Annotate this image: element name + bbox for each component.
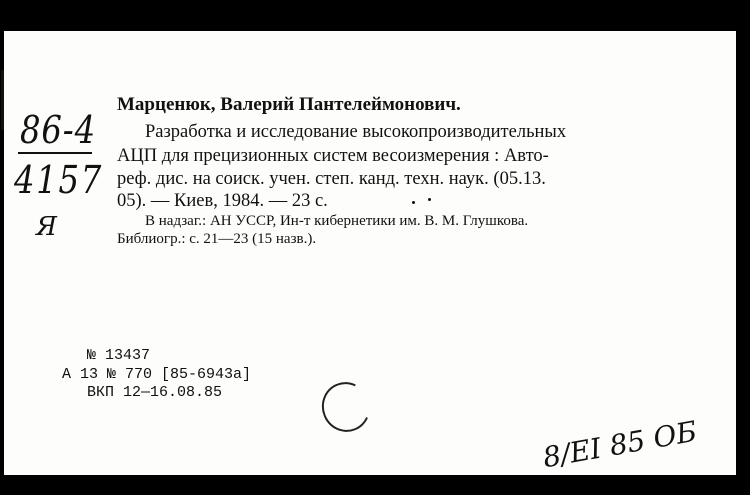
shelf-mark-divider [18, 152, 92, 154]
title-line: Разработка и исследование высокопроизводительных [145, 122, 567, 142]
inventory-handwriting: 8/ЕІ 85 ОБ [540, 414, 700, 475]
handwritten-initial: Я [36, 212, 57, 242]
accession-line: А 13 № 770 [85-6943а] [62, 366, 252, 383]
author-heading: Марценюк, Валерий Пантелеймонович. [117, 94, 461, 115]
title-line: АЦП для прецизионных систем весоизмерения : Авто- [117, 146, 549, 166]
title-line: 05). — Киев, 1984. — 23 с. [117, 191, 328, 211]
ink-dot [428, 198, 431, 201]
title-line: реф. дис. на соиск. учен. степ. канд. техн. наук. (05.13. [117, 169, 546, 189]
ink-dot [412, 201, 415, 204]
note-line: В надзаг.: АН УССР, Ин-т кибернетики им. В. М. Глушкова. [145, 213, 529, 229]
shelf-mark-bottom: 4157 [14, 158, 104, 202]
accession-line: ВКП 12—16.08.85 [87, 384, 223, 401]
accession-line: № 13437 [87, 347, 151, 364]
shelf-mark-top: 86-4 [20, 108, 96, 152]
note-line: Библиогр.: с. 21—23 (15 назв.). [117, 231, 317, 247]
